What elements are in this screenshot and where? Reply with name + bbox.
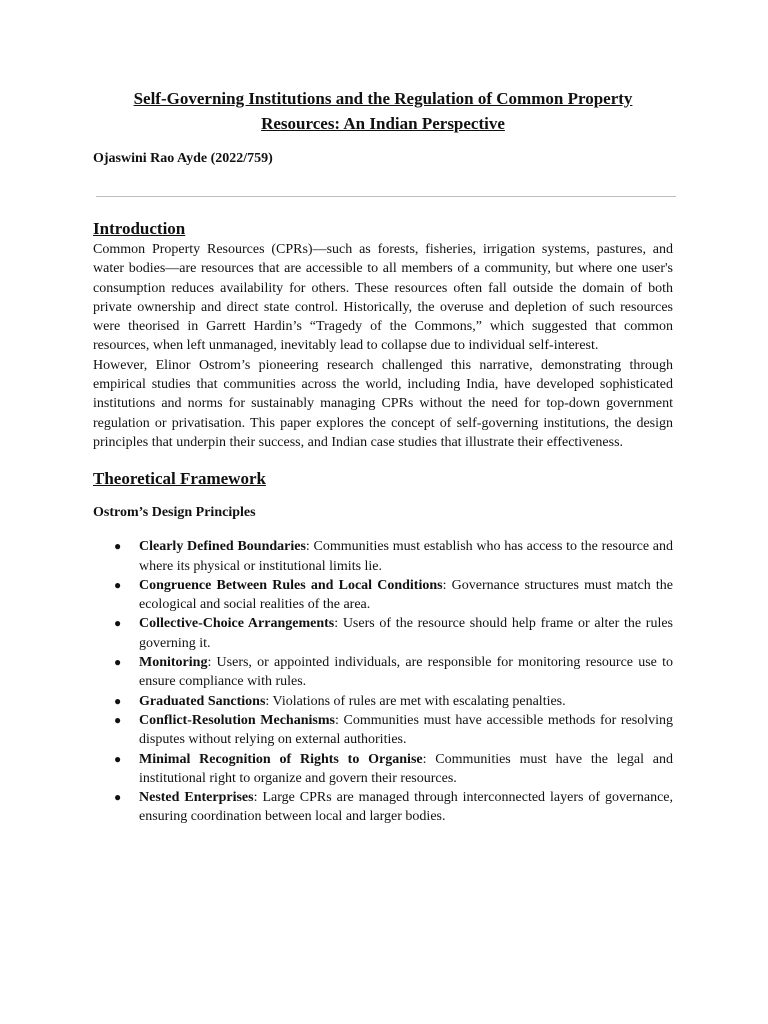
principle-text: : Large CPRs are managed through interconnected layers of governance, ensuring coordination between local and larger bodies. bbox=[139, 790, 674, 825]
list-item bbox=[93, 788, 673, 827]
document-page bbox=[93, 86, 673, 827]
bullet-icon: ● bbox=[114, 712, 122, 727]
bullet-icon: ● bbox=[114, 790, 122, 805]
principle-text: : Violations of rules are met with escalating penalties. bbox=[265, 693, 566, 709]
list-item bbox=[93, 653, 673, 692]
design-principles-subheading: Ostrom’s Design Principles bbox=[93, 505, 256, 521]
principle-text: : Communities must establish who has access to the resource and where its physical or institutional limits lie. bbox=[139, 539, 673, 574]
principle-text: : Governance structures must match the ecological and social realities of the area. bbox=[139, 577, 674, 613]
principle-term: Monitoring bbox=[139, 655, 208, 671]
list-item bbox=[93, 750, 673, 789]
theoretical-framework-heading: Theoretical Framework bbox=[93, 469, 266, 489]
design-principles-list bbox=[93, 537, 673, 826]
list-item bbox=[93, 711, 673, 750]
horizontal-divider bbox=[96, 196, 676, 197]
bullet-icon: ● bbox=[114, 693, 122, 708]
bullet-icon: ● bbox=[114, 751, 122, 766]
bullet-icon: ● bbox=[114, 577, 122, 592]
principle-text: : Users of the resource should help frame or alter the rules governing it. bbox=[139, 616, 673, 651]
author-line: Ojaswini Rao Ayde (2022/759) bbox=[93, 151, 273, 166]
principle-text: : Communities must have accessible methods for resolving disputes without relying on external authorities. bbox=[139, 712, 674, 748]
title-line-1: Self-Governing Institutions and the Regulation of Common Property bbox=[133, 89, 633, 108]
title-line-2: Resources: An Indian Perspective bbox=[261, 114, 505, 133]
principle-term: Congruence Between Rules and Local Conditions bbox=[139, 577, 443, 593]
principle-text: : Users, or appointed individuals, are responsible for monitoring resource use to ensure compliance with rules. bbox=[139, 655, 673, 690]
principle-term: Clearly Defined Boundaries bbox=[139, 539, 306, 555]
list-item bbox=[93, 692, 673, 711]
bullet-icon: ● bbox=[114, 655, 122, 670]
list-item bbox=[93, 576, 673, 615]
bullet-icon: ● bbox=[114, 539, 122, 554]
bullet-icon: ● bbox=[114, 616, 122, 631]
principle-term: Conflict-Resolution Mechanisms bbox=[139, 712, 335, 728]
list-item bbox=[93, 614, 673, 653]
introduction-paragraph-1: Common Property Resources (CPRs)—such as forests, fisheries, irrigation systems, pastures, and water bodies—are resources that are accessible to all members of a community, but where one user's consumption reduces availability for others. These resources often fall outside the domain of both private ownership and direct state control. Historically, the overuse and depletion of such resources were theorised in Garrett Hardin’s “Tragedy of the Commons,” which suggested that common resources, when left unmanaged, inevitably lead to collapse due to individual self-interest. bbox=[93, 242, 673, 354]
document-title bbox=[85, 86, 681, 136]
principle-term: Minimal Recognition of Rights to Organise bbox=[139, 751, 423, 767]
principle-text: : Communities must have the legal and institutional right to organize and govern their resources. bbox=[139, 751, 673, 786]
introduction-heading: Introduction bbox=[93, 219, 186, 238]
principle-term: Collective-Choice Arrangements bbox=[139, 616, 335, 632]
list-item bbox=[93, 537, 673, 576]
principle-term: Graduated Sanctions bbox=[139, 693, 266, 709]
introduction-paragraph-2: However, Elinor Ostrom’s pioneering research challenged this narrative, demonstrating through empirical studies that communities across the world, including India, have developed sophisticated institutions and norms for sustainably managing CPRs without the need for top-down government regulation or privatisation. This paper explores the concept of self-governing institutions, the design principles that underpin their success, and Indian case studies that illustrate their effectiveness. bbox=[93, 357, 673, 450]
principle-term: Nested Enterprises bbox=[139, 790, 254, 806]
